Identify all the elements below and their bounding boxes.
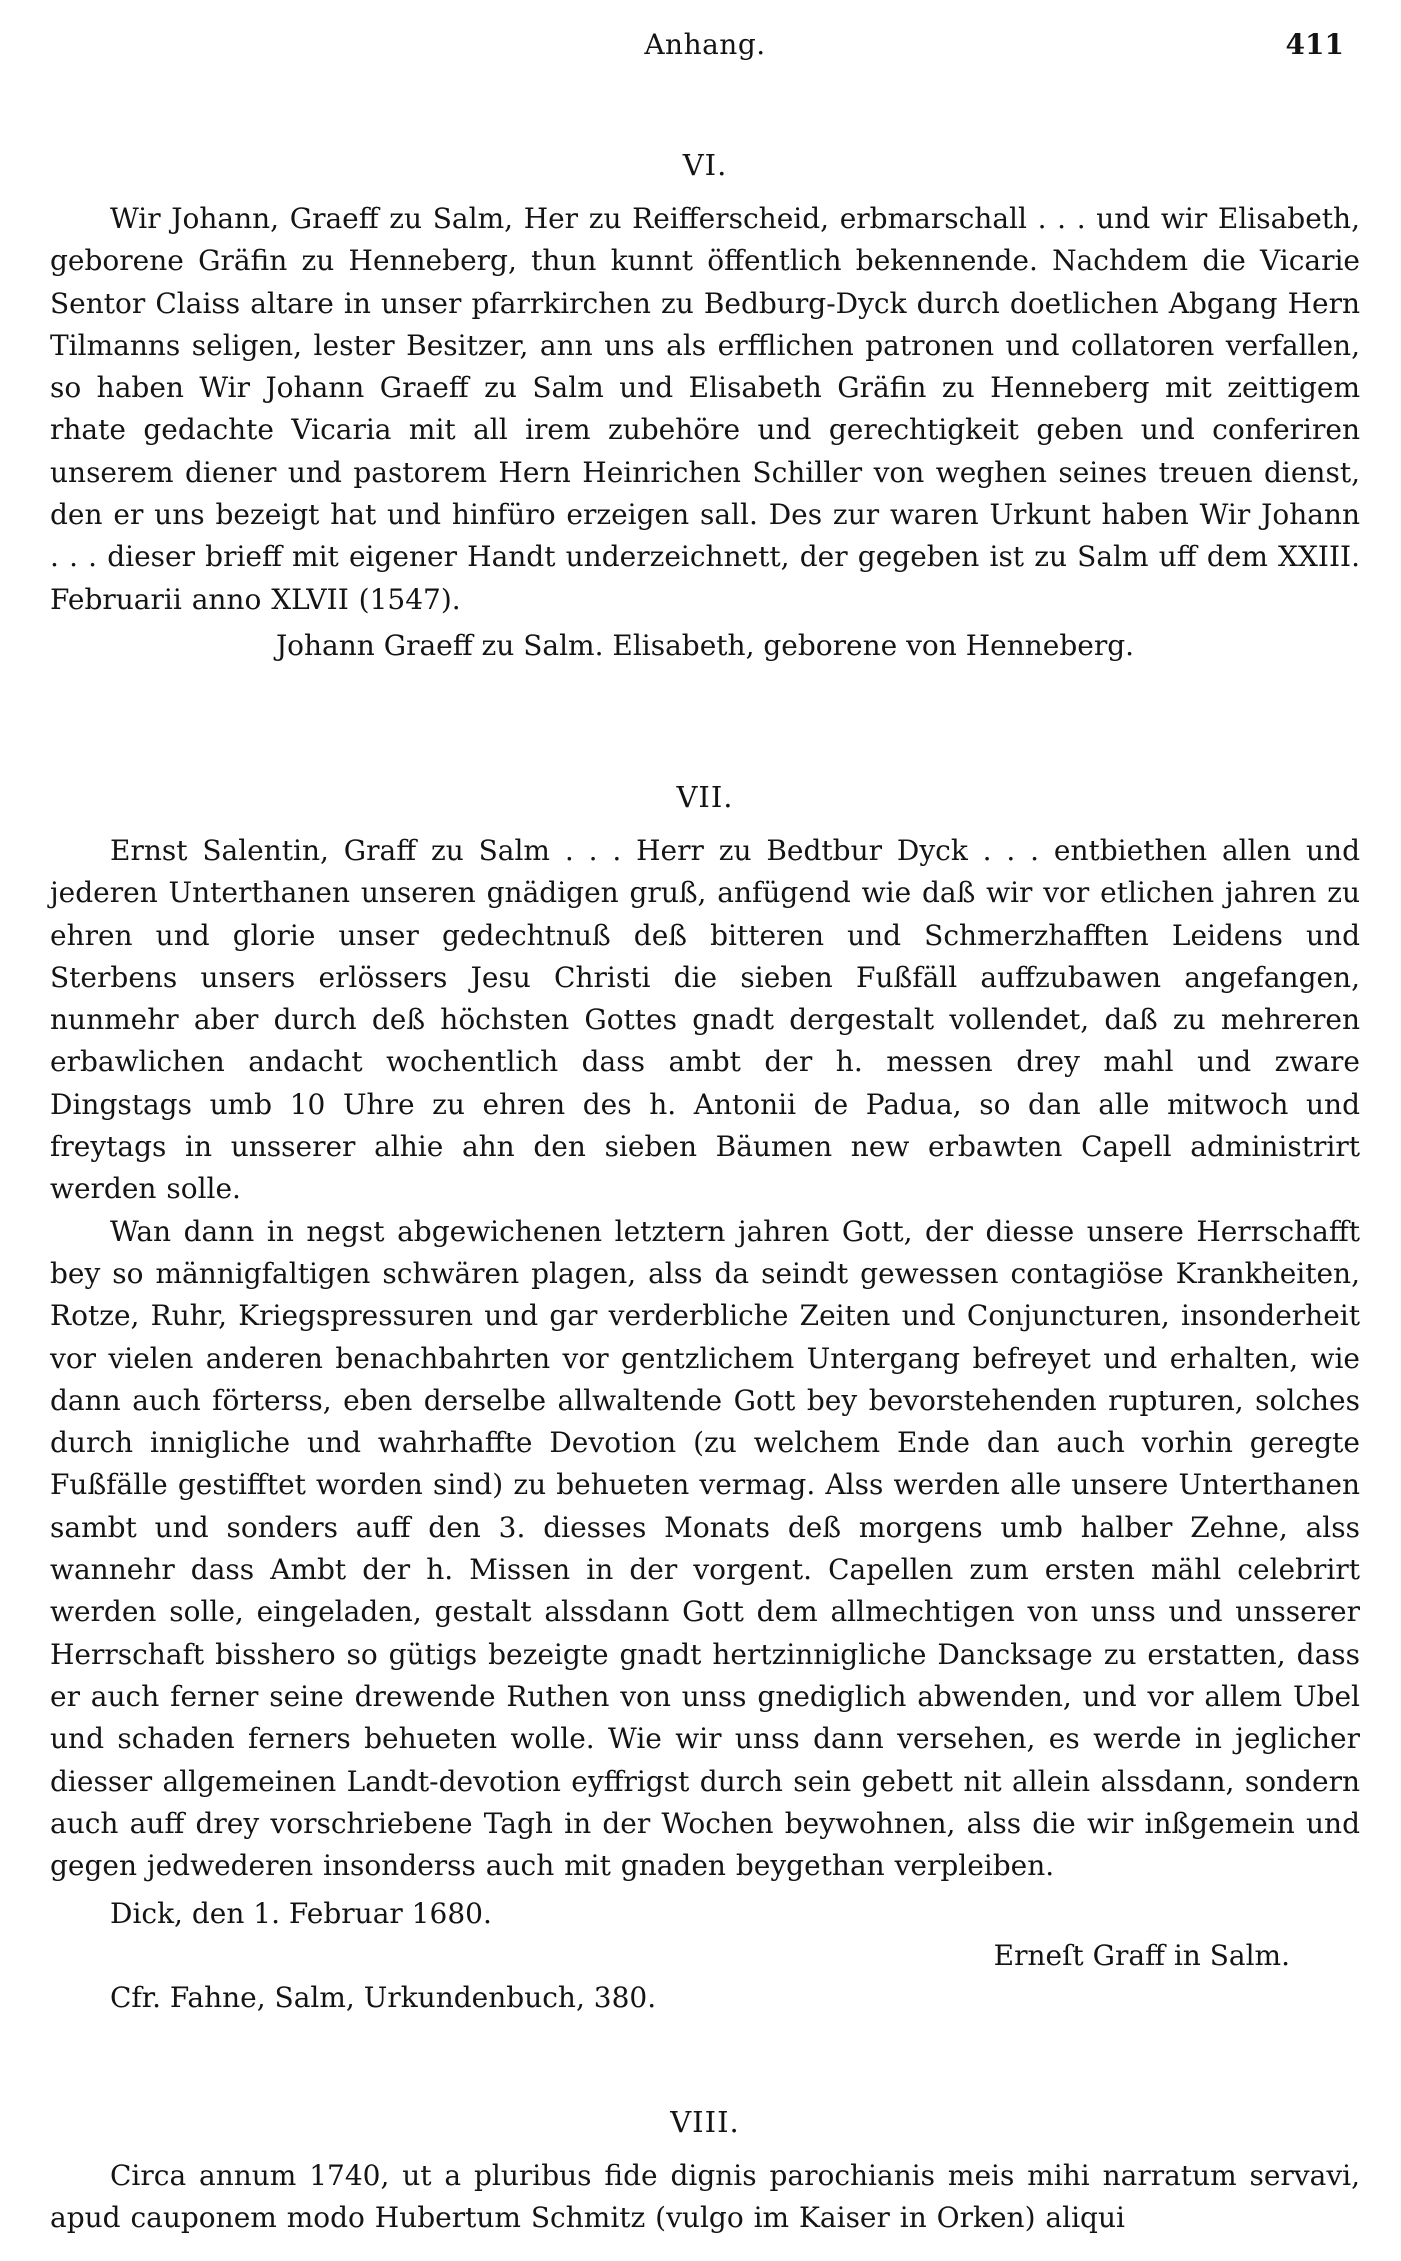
document-page <box>50 0 1360 2261</box>
section-viii <box>50 2105 1360 2240</box>
date-line: Dick, den 1. Februar 1680. <box>110 1897 492 1931</box>
section-vii <box>50 780 1360 2019</box>
section-paragraph: Wan dann in negst abgewichenen letztern jahren Gott, der diesse unsere Herrschafft bey so männigfaltigen schwären plagen, alss da seindt gewessen contagiöse Krankheiten, Rotze, Ruhr, Kriegspressuren und gar verderbliche Zeiten und Conjuncturen, insonderheit vor vielen anderen benachbahrten vor gentzlichem Untergang befreyet und erhalten, wie dann auch förterss, eben derselbe allwaltende Gott bey bevorstehenden rupturen, solches durch innigliche und wahrhaffte Devotion (zu welchem Ende dan auch vorhin geregte Fußfälle gestifftet worden sind) zu behueten vermag. Alss werden alle unsere Unterthanen sambt und sonders auff den 3. diesses Monats deß morgens umb halber Zehne, alss wannehr dass Ambt der h. Missen in der vorgent. Capellen zum ersten mähl celebrirt werden solle, eingeladen, gestalt alssdann Gott dem allmechtigen von unss und unsserer Herrschaft bisshero so gütigs bezeigte gnadt hertzinnigliche Dancksage zu erstatten, dass er auch ferner seine drewende Ruthen von unss gnediglich abwenden, und vor allem Ubel und schaden ferners behueten wolle. Wie wir unss dann versehen, es werde in jeglicher diesser allgemeinen Landt-devotion eyffrigst durch sein gebett nit allein alssdann, sondern auch auff drey vorschriebene Tagh in der Wochen beywohnen, alss die wir inßgemein und gegen jedwederen insonderss auch mit gnaden beygethan verpleiben. <box>50 1214 1360 1883</box>
running-head <box>50 28 1360 68</box>
section-numeral: VI. <box>682 148 728 182</box>
section-numeral: VIII. <box>670 2105 740 2139</box>
section-paragraph: Ernst Salentin, Graff zu Salm . . . Herr zu Bedtbur Dyck . . . entbiethen allen und jederen Unterthanen unseren gnädigen gruß, anfügend wie daß wir vor etlichen jahren zu ehren und glorie unser gedechtnuß deß bitteren und Schmerzhafften Leidens und Sterbens unsers erlössers Jesu Christi die sieben Fußfäll auffzubawen angefangen, nunmehr aber durch deß höchsten Gottes gnadt dergestalt vollendet, daß zu mehreren erbawlichen andacht wochentlich dass ambt der h. messen drey mahl und zware Dingstags umb 10 Uhre zu ehren des h. Antonii de Padua, so dan alle mitwoch und freytags in unsserer alhie ahn den sieben Bäumen new erbawten Capell administrirt werden solle. <box>50 834 1360 1206</box>
signature-line: Erneſt Graff in Salm. <box>993 1939 1290 1973</box>
reference-line: Cfr. Fahne, Salm, Urkundenbuch, 380. <box>110 1981 657 2015</box>
section-paragraph: Circa annum 1740, ut a pluribus fide dignis parochianis meis mihi narratum servavi, apud cauponem modo Hubertum Schmitz (vulgo im Kaiser in Orken) aliqui <box>50 2159 1360 2235</box>
section-vi <box>50 148 1360 667</box>
section-paragraph: Wir Johann, Graeff zu Salm, Her zu Reifferscheid, erbmarschall . . . und wir Elisabeth, geborene Gräfin zu Henneberg, thun kunnt öffentlich bekennende. Nachdem die Vicarie Sentor Claiss altare in unser pfarrkirchen zu Bedburg-Dyck durch doetlichen Abgang Hern Tilmanns seligen, lester Besitzer, ann uns als erfflichen patronen und collatoren verfallen, so haben Wir Johann Graeff zu Salm und Elisabeth Gräfin zu Henneberg mit zeittigem rhate gedachte Vicaria mit all irem zubehöre und gerechtigkeit geben und conferiren unserem diener und pastorem Hern Heinrichen Schiller von weghen seines treuen dienst, den er uns bezeigt hat und hinfüro erzeigen sall. Des zur waren Urkunt haben Wir Johann . . . dieser brieff mit eigener Handt underzeichnett, der gegeben ist zu Salm uff dem XXIII. Februarii anno XLVII (1547). <box>50 202 1360 616</box>
section-numeral: VII. <box>676 780 734 814</box>
running-title: Anhang. <box>644 28 766 61</box>
page-number: 411 <box>1285 28 1344 61</box>
signature-line: Johann Graeff zu Salm. Elisabeth, geborene von Henneberg. <box>275 628 1135 662</box>
